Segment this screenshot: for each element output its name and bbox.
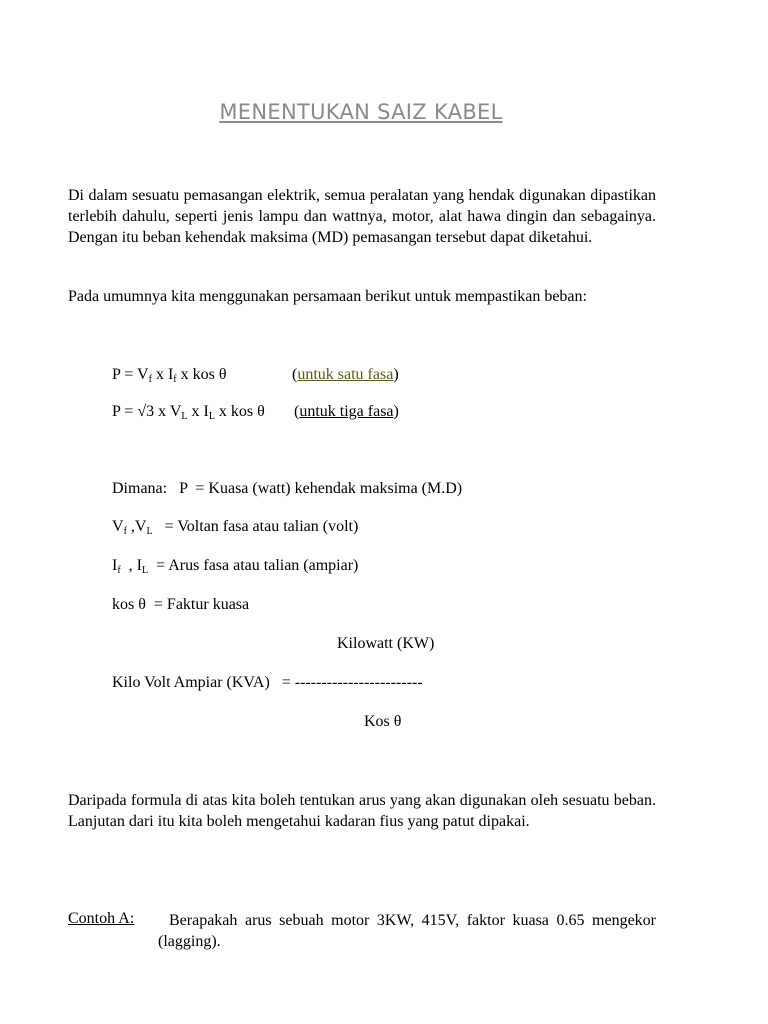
eq1-note-close: ) [393, 366, 399, 383]
eq1-note-open: ( [292, 366, 298, 383]
page-title: MENENTUKAN SAIZ KABEL [219, 100, 503, 124]
eq1-sub1: f [148, 374, 152, 385]
intro-paragraph: Di dalam sesuatu pemasangan elektrik, semua peralatan yang hendak digunakan dipastikan terlebih dahulu, seperti jenis lampu dan wattnya, motor, alat hawa dingin dan sebagainya. Dengan itu beban kehendak maksima (MD) pemasangan tersebut dapat diketahui. [68, 187, 656, 246]
conclusion-paragraph: Daripada formula di atas kita boleh tentukan arus yang akan digunakan oleh sesuatu beban. Lanjutan dari itu kita boleh mengetahui kadaran fius yang patut dipakai. [68, 792, 656, 830]
example-label: Contoh A: [68, 910, 135, 927]
eq1-rhs: x kos θ [176, 366, 227, 383]
eq2-rhs: x kos θ [214, 403, 265, 420]
def2-b-sub: L [146, 526, 153, 537]
def2-a-sub: f [123, 526, 127, 537]
equation-intro: Pada umumnya kita menggunakan persamaan berikut untuk mempastikan beban: [68, 288, 587, 305]
eq2-note-close: ) [393, 403, 399, 420]
equation-three-phase [112, 403, 265, 421]
eq1-note [292, 366, 399, 384]
def3-b: , I [120, 557, 142, 574]
kva-denominator: Kos θ [364, 713, 402, 730]
eq1-sub2: f [173, 374, 177, 385]
def3-c: = Arus fasa atau talian (ampiar) [148, 557, 359, 574]
definition-power-factor: kos θ = Faktur kuasa [112, 596, 250, 613]
eq1-note-text: untuk satu fasa [297, 366, 394, 383]
def2-a: V [112, 518, 124, 535]
eq2-note-text: untuk tiga fasa [299, 403, 394, 420]
kva-formula: Kilo Volt Ampiar (KVA) = ------------------------ [112, 674, 423, 691]
example-text: Berapakah arus sebuah motor 3KW, 415V, faktor kuasa 0.65 mengekor (lagging). [158, 912, 656, 950]
eq2-mid: x I [187, 403, 209, 420]
kva-numerator: Kilowatt (KW) [337, 635, 435, 652]
def3-b-sub: L [142, 565, 149, 576]
eq2-note-open: ( [294, 403, 300, 420]
definition-power: Dimana: P = Kuasa (watt) kehendak maksima (M.D) [112, 480, 463, 497]
eq1-lhs: P = V [112, 366, 149, 383]
def2-b: ,V [126, 518, 147, 535]
eq2-sub1: L [181, 411, 188, 422]
def2-c: = Voltan fasa atau talian (volt) [152, 518, 359, 535]
eq2-note [294, 403, 399, 421]
eq1-mid: x I [151, 366, 174, 383]
def3-a-sub: f [117, 565, 121, 576]
eq2-lhs: P = √3 x V [112, 403, 182, 420]
equation-single-phase [112, 366, 227, 384]
def3-a: I [112, 557, 118, 574]
definition-voltage [112, 518, 358, 536]
eq2-sub2: L [208, 411, 215, 422]
definition-current [112, 557, 358, 575]
